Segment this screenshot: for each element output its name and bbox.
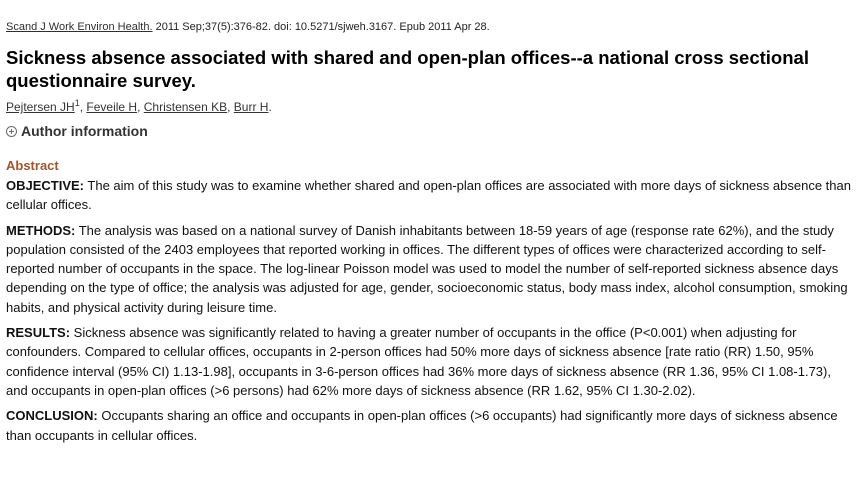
author-separator: , [137, 100, 144, 114]
section-label: OBJECTIVE: [6, 178, 85, 193]
plus-circle-icon [6, 126, 17, 137]
citation-details: 2011 Sep;37(5):376-82. doi: 10.5271/sjweh.3167. Epub 2011 Apr 28. [152, 21, 490, 33]
abstract-conclusion [6, 406, 854, 445]
section-text: Sickness absence was significantly related to having a greater number of occupants in the office (P<0.001) when adjusting for confounders. Compared to cellular offices, occupants in 2-person offices had 50% more days of sickness absence [rate ratio (RR) 1.50, 95% confidence interval (95% CI) 1.13-1.98], occupants in 3-6-person offices had 36% more days of sickness absence (RR 1.36, 95% CI 1.08-1.73), and occupants in open-plan offices (>6 persons) had 62% more days of sickness absence (RR 1.62, 95% CI 1.30-2.02). [6, 325, 831, 398]
author-separator: . [268, 100, 272, 114]
author-information-label: Author information [21, 123, 148, 139]
author-link[interactable]: Feveile H [86, 100, 138, 114]
author-separator: , [227, 100, 234, 114]
affiliation-marker: 1 [74, 98, 80, 108]
article-title: Sickness absence associated with shared and open-plan offices--a national cross sectional questionnaire survey. [6, 47, 809, 91]
author-information-toggle[interactable] [6, 123, 853, 139]
citation-line [6, 20, 853, 34]
author-list [6, 99, 853, 115]
author-link[interactable]: Christensen KB [143, 100, 228, 114]
section-text: The aim of this study was to examine whether shared and open-plan offices are associated with more days of sickness absence than cellular offices. [6, 178, 851, 213]
section-label: CONCLUSION: [6, 408, 98, 424]
section-label: RESULTS: [6, 325, 71, 341]
section-label: METHODS: [6, 222, 76, 238]
section-text: Occupants sharing an office and occupants in open-plan offices (>6 occupants) had significantly more days of sickness absence than occupants in cellular offices. [6, 408, 838, 443]
abstract-results [6, 323, 854, 400]
abstract-objective [6, 176, 854, 215]
abstract-methods [6, 221, 854, 317]
author-link[interactable]: Pejtersen JH [6, 100, 75, 114]
journal-link[interactable]: Scand J Work Environ Health. [6, 21, 153, 33]
abstract-heading: Abstract [6, 158, 59, 173]
author-link[interactable]: Burr H [233, 100, 269, 114]
section-text: The analysis was based on a national survey of Danish inhabitants between 18-59 years of age (response rate 62%), and the study population consisted of the 2403 employees that reported working in offices. The different types of offices were characterized according to self-reported number of occupants in the space. The log-linear Poisson model was used to model the number of self-reported sickness absence days depending on the type of office; the analysis was adjusted for age, gender, socioeconomic status, body mass index, alcohol consumption, smoking habits, and physical activity during leisure time. [6, 222, 848, 315]
author-separator: , [79, 100, 87, 114]
